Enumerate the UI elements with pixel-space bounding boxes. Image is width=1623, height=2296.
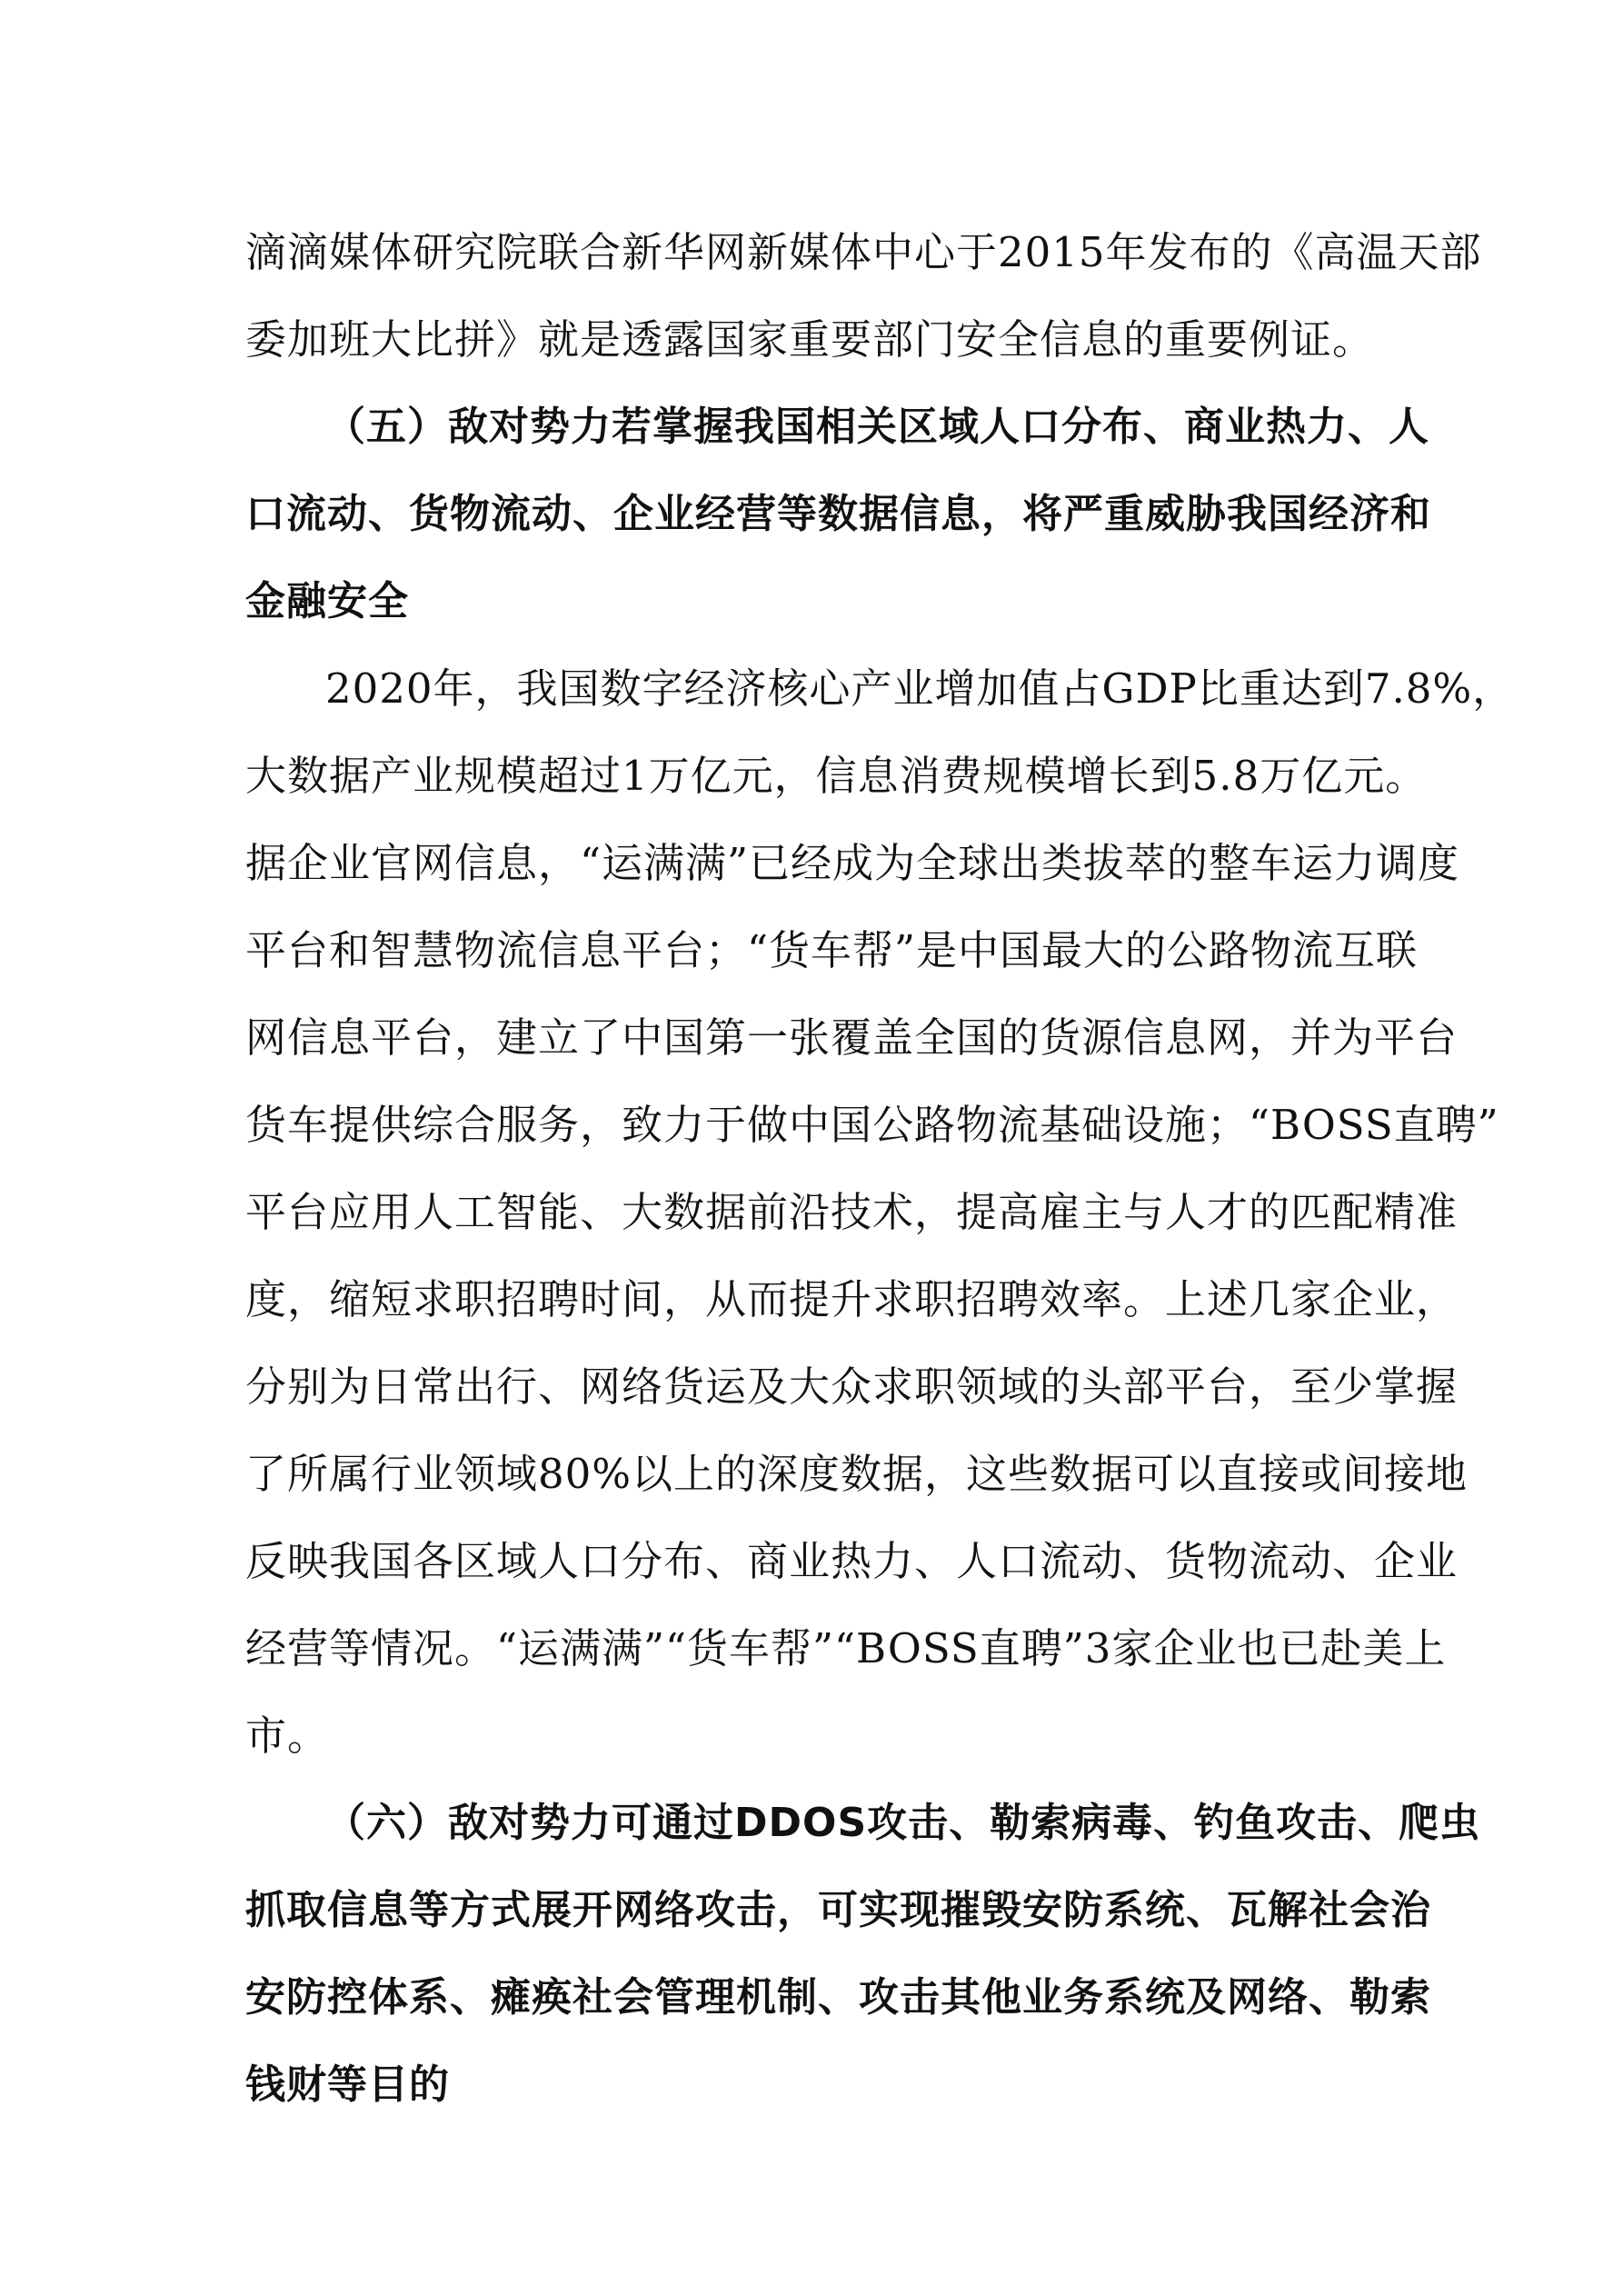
heading-line: 钱财等目的 <box>245 2061 450 2108</box>
text-line: 了所属行业领域80%以上的深度数据，这些数据可以直接或间接地 <box>245 1450 1469 1498</box>
text-line: 滴滴媒体研究院联合新华网新媒体中心于2015年发布的《高温天部 <box>245 228 1482 276</box>
section-heading-5 <box>245 384 1431 645</box>
text-line: 平台应用人工智能、大数据前沿技术，提高雇主与人才的匹配精准 <box>245 1188 1459 1236</box>
text-line: 市。 <box>245 1712 330 1760</box>
text-line: 网信息平台，建立了中国第一张覆盖全国的货源信息网，并为平台 <box>245 1013 1459 1062</box>
heading-line: 口流动、货物流动、企业经营等数据信息，将严重威胁我国经济和 <box>245 491 1431 537</box>
text-line: 反映我国各区域人口分布、商业热力、人口流动、货物流动、企业 <box>245 1537 1459 1585</box>
section-heading-6 <box>245 1780 1481 2129</box>
text-line: 大数据产业规模超过1万亿元，信息消费规模增长到5.8万亿元。 <box>245 752 1428 800</box>
heading-line: 金融安全 <box>245 578 409 624</box>
text-line: 货车提供综合服务，致力于做中国公路物流基础设施；“BOSS直聘” <box>245 1101 1499 1149</box>
heading-line: 安防控体系、瘫痪社会管理机制、攻击其他业务系统及网络、勒索 <box>245 1974 1431 2021</box>
heading-line: 抓取信息等方式展开网络攻击，可实现摧毁安防系统、瓦解社会治 <box>245 1887 1431 1933</box>
heading-line: （六）敌对势力可通过DDOS攻击、勒索病毒、钓鱼攻击、爬虫 <box>325 1800 1481 1846</box>
text-line: 委加班大比拼》就是透露国家重要部门安全信息的重要例证。 <box>245 315 1375 364</box>
text-line: 2020年，我国数字经济核心产业增加值占GDP比重达到7.8%， <box>325 664 1515 713</box>
text-line: 据企业官网信息，“运满满”已经成为全球出类拔萃的整车运力调度 <box>245 839 1460 887</box>
heading-line: （五）敌对势力若掌握我国相关区域人口分布、商业热力、人 <box>325 404 1429 450</box>
text-line: 度，缩短求职招聘时间，从而提升求职招聘效率。上述几家企业， <box>245 1275 1459 1323</box>
text-line: 分别为日常出行、网络货运及大众求职领域的头部平台，至少掌握 <box>245 1363 1459 1411</box>
paragraph-2 <box>245 645 1515 1780</box>
text-line: 经营等情况。“运满满”“货车帮”“BOSS直聘”3家企业也已赴美上 <box>245 1624 1447 1672</box>
document-page <box>245 209 1515 2129</box>
text-line: 平台和智慧物流信息平台；“货车帮”是中国最大的公路物流互联 <box>245 926 1419 974</box>
paragraph-1 <box>245 209 1482 384</box>
